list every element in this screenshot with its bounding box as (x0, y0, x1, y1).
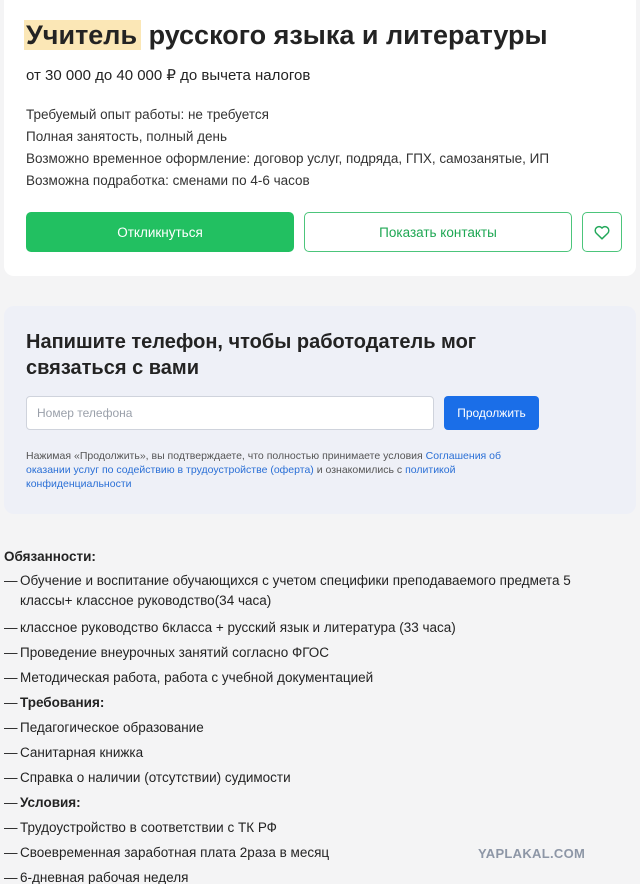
responsibilities-heading: Обязанности: (4, 549, 96, 564)
list-item (4, 815, 636, 840)
consent-middle: и ознакомились с (313, 464, 406, 476)
list-dash: — (4, 845, 18, 860)
list-item (4, 615, 636, 640)
list-dash: — (4, 745, 18, 760)
list-item (4, 765, 636, 790)
vacancy-title (24, 20, 548, 51)
list-item-text: Санитарная книжка (20, 745, 144, 760)
salary: от 30 000 до 40 000 ₽ до вычета налогов (26, 67, 311, 84)
phone-form-heading: Напишите телефон, чтобы работодатель мог связаться с вами (26, 331, 477, 379)
list-dash: — (4, 695, 18, 710)
vacancy-title-highlight: Учитель (24, 20, 141, 50)
list-item-text: Справка о наличии (отсутствии) судимости (20, 770, 291, 785)
phone-input[interactable] (26, 396, 434, 430)
vacancy-details (26, 104, 549, 192)
list-dash: — (4, 573, 18, 588)
list-dash: — (4, 720, 18, 735)
heart-icon (594, 225, 610, 240)
list-item-text: Педагогическое образование (20, 720, 204, 735)
list-item-text: классное руководство 6класса + русский язык и литература (33 часа) (20, 620, 456, 635)
detail-contract: Возможно временное оформление: договор услуг, подряда, ГПХ, самозанятые, ИП (26, 151, 550, 166)
list-item (4, 715, 636, 740)
detail-experience: Требуемый опыт работы: не требуется (26, 107, 269, 122)
continue-button[interactable]: Продолжить (444, 396, 539, 430)
list-dash: — (4, 645, 18, 660)
consent-text (26, 449, 506, 491)
vacancy-title-rest: русского языка и литературы (141, 20, 548, 50)
consent-prefix: Нажимая «Продолжить», вы подтверждаете, что полностью принимаете условия (26, 450, 426, 462)
list-item-text: Методическая работа, работа с учебной документацией (20, 670, 374, 685)
list-item (4, 640, 636, 665)
list-item (4, 865, 636, 884)
list-item-text: Проведение внеурочных занятий согласно ФГОС (20, 645, 330, 660)
detail-employment: Полная занятость, полный день (26, 129, 228, 144)
list-dash: — (4, 870, 18, 884)
favorite-button[interactable] (582, 212, 622, 252)
list-item-text: Трудоустройство в соответствии с ТК РФ (20, 820, 277, 835)
list-item (4, 665, 636, 690)
list-dash: — (4, 620, 18, 635)
list-dash: — (4, 820, 18, 835)
list-item (4, 740, 636, 765)
detail-part-time: Возможна подработка: сменами по 4-6 часов (26, 173, 310, 188)
list-item-text: Своевременная заработная плата 2раза в месяц (20, 845, 330, 860)
list-item-text: 6-дневная рабочая неделя (20, 870, 189, 884)
offer-agreement-link[interactable]: Соглашения об оказании услуг по содействию в трудоустройстве (оферта) (26, 450, 502, 476)
list-dash: — (4, 770, 18, 785)
list-dash: — (4, 670, 18, 685)
show-contacts-button[interactable]: Показать контакты (304, 212, 572, 252)
list-item (4, 569, 636, 615)
requirements-heading: — Требования: (4, 690, 636, 715)
conditions-heading: — Условия: (4, 790, 636, 815)
watermark: YAPLAKAL.COM (478, 846, 586, 861)
respond-button[interactable]: Откликнуться (26, 212, 294, 252)
privacy-policy-link[interactable]: политикой конфиденциальности (26, 464, 456, 490)
vacancy-description (4, 544, 636, 884)
list-dash: — (4, 795, 18, 810)
list-item-text: Обучение и воспитание обучающихся с учетом специфики преподаваемого предмета 5 классы+ классное руководство(34 часа) (20, 573, 571, 608)
